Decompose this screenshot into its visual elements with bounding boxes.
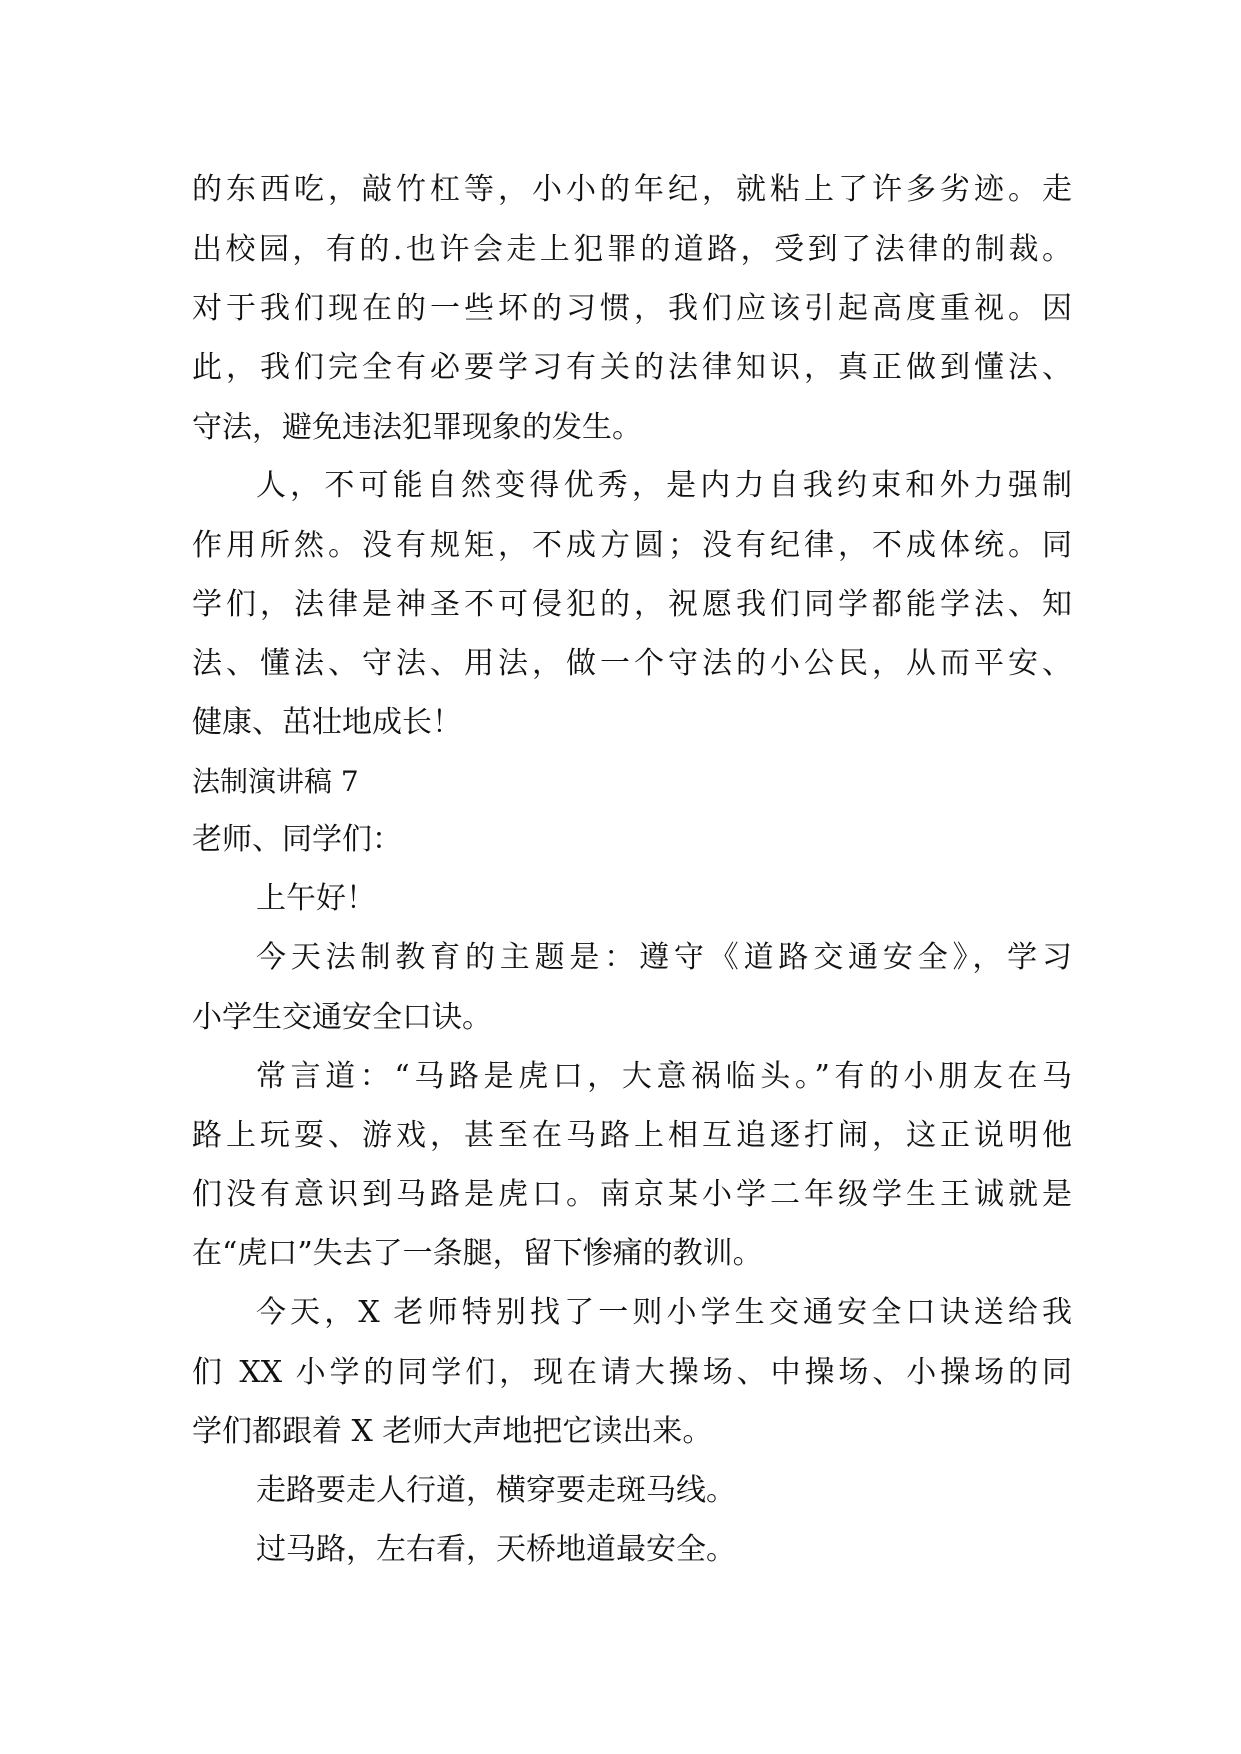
paragraph-line: 小学生交通安全口诀。: [192, 1000, 492, 1035]
paragraph-line: 在“虎口”失去了一条腿，留下惨痛的教训。: [192, 1236, 763, 1271]
paragraph-line: 出校园，有的.也许会走上犯罪的道路，受到了法律的制裁。: [192, 232, 1072, 267]
paragraph-line: 们 XX 小学的同学们，现在请大操场、中操场、小操场的同: [192, 1355, 1072, 1390]
paragraph-line: 学们，法律是神圣不可侵犯的，祝愿我们同学都能学法、知: [192, 587, 1072, 622]
paragraph-line: 健康、茁壮地成长！: [192, 705, 462, 740]
paragraph-line: 守法，避免违法犯罪现象的发生。: [192, 410, 642, 445]
paragraph-line: 今天，X 老师特别找了一则小学生交通安全口诀送给我: [256, 1295, 1072, 1330]
section-title: 法制演讲稿 7: [192, 765, 359, 798]
paragraph-line: 此，我们完全有必要学习有关的法律知识，真正做到懂法、: [192, 350, 1072, 385]
paragraph-line: 今天法制教育的主题是：遵守《道路交通安全》，学习: [256, 940, 1072, 975]
paragraph-line: 路上玩耍、游戏，甚至在马路上相互追逐打闹，这正说明他: [192, 1118, 1072, 1153]
verse-line: 过马路，左右看，天桥地道最安全。: [256, 1532, 736, 1567]
salutation: 老师、同学们：: [192, 822, 402, 857]
paragraph-line: 法、懂法、守法、用法，做一个守法的小公民，从而平安、: [192, 646, 1072, 681]
verse-line: 走路要走人行道，横穿要走斑马线。: [256, 1473, 736, 1508]
paragraph-line: 对于我们现在的一些坏的习惯，我们应该引起高度重视。因: [192, 291, 1072, 326]
paragraph-line: 人，不可能自然变得优秀，是内力自我约束和外力强制: [256, 468, 1072, 503]
paragraph-line: 学们都跟着 X 老师大声地把它读出来。: [192, 1414, 713, 1449]
paragraph-line: 常言道：“马路是虎口，大意祸临头。”有的小朋友在马: [256, 1059, 1072, 1094]
paragraph-line: 作用所然。没有规矩，不成方圆；没有纪律，不成体统。同: [192, 528, 1072, 563]
paragraph-line: 们没有意识到马路是虎口。南京某小学二年级学生王诚就是: [192, 1177, 1072, 1212]
greeting: 上午好！: [256, 881, 376, 916]
paragraph-line: 的东西吃，敲竹杠等，小小的年纪，就粘上了许多劣迹。走: [192, 172, 1072, 207]
